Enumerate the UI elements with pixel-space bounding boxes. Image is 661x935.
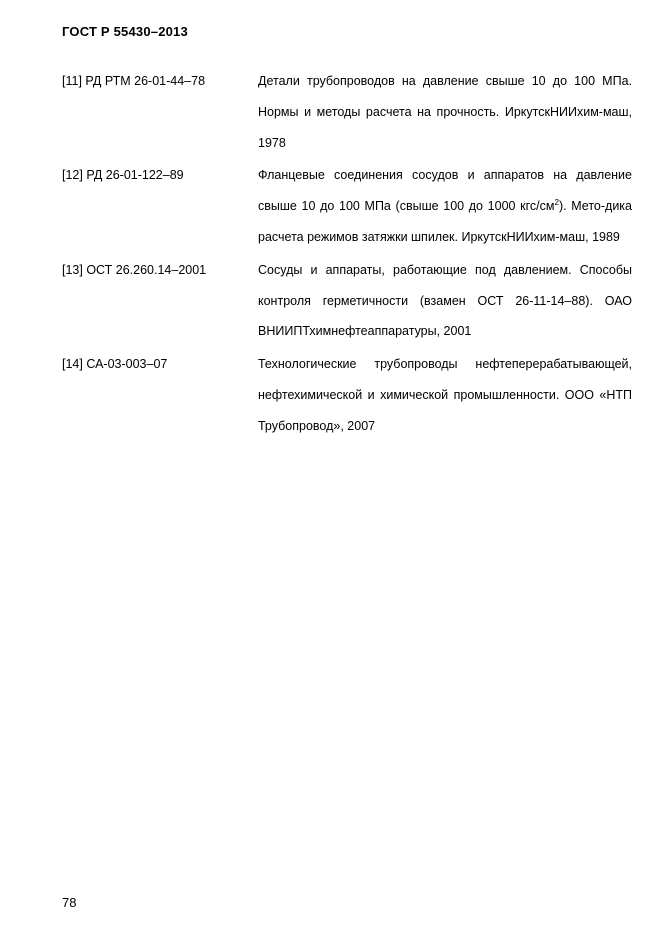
reference-text: Сосуды и аппараты, работающие под давлением. Способы контроля герметичности (взамен ОСТ 26-11-14–88). ОАО ВНИИПТхимнефтеаппаратуры, 2001 <box>258 262 632 339</box>
reference-code: [14] СА-03-003–07 <box>62 357 168 372</box>
superscript: 2 <box>554 198 559 208</box>
reference-item <box>62 66 632 158</box>
bibliography-list <box>62 66 632 444</box>
reference-code: [12] РД 26-01-122–89 <box>62 168 184 183</box>
reference-text <box>258 160 632 252</box>
reference-text-part: Фланцевые соединения сосудов и аппаратов на давление свыше 10 до 100 МПа (свыше 100 до 1000 кгс/см <box>258 168 632 214</box>
reference-item <box>62 349 632 441</box>
page-number: 78 <box>62 895 77 910</box>
reference-code: [11] РД РТМ 26-01-44–78 <box>62 74 206 88</box>
reference-item <box>62 160 632 252</box>
reference-text-part: ). Мето-дика расчета режимов затяжки шпилек. ИркутскНИИхим-маш, 1989 <box>258 199 633 244</box>
reference-text: Детали трубопроводов на давление свыше 10 до 100 МПа. Нормы и методы расчета на прочность. ИркутскНИИхим-маш, 1978 <box>258 74 632 150</box>
reference-item <box>62 255 632 347</box>
reference-text: Технологические трубопроводы нефтеперерабатывающей, нефтехимической и химической промышленности. ООО «НТП Трубопровод», 2007 <box>258 357 632 433</box>
reference-code: [13] ОСТ 26.260.14–2001 <box>62 262 207 277</box>
document-header: ГОСТ Р 55430–2013 <box>62 24 188 39</box>
